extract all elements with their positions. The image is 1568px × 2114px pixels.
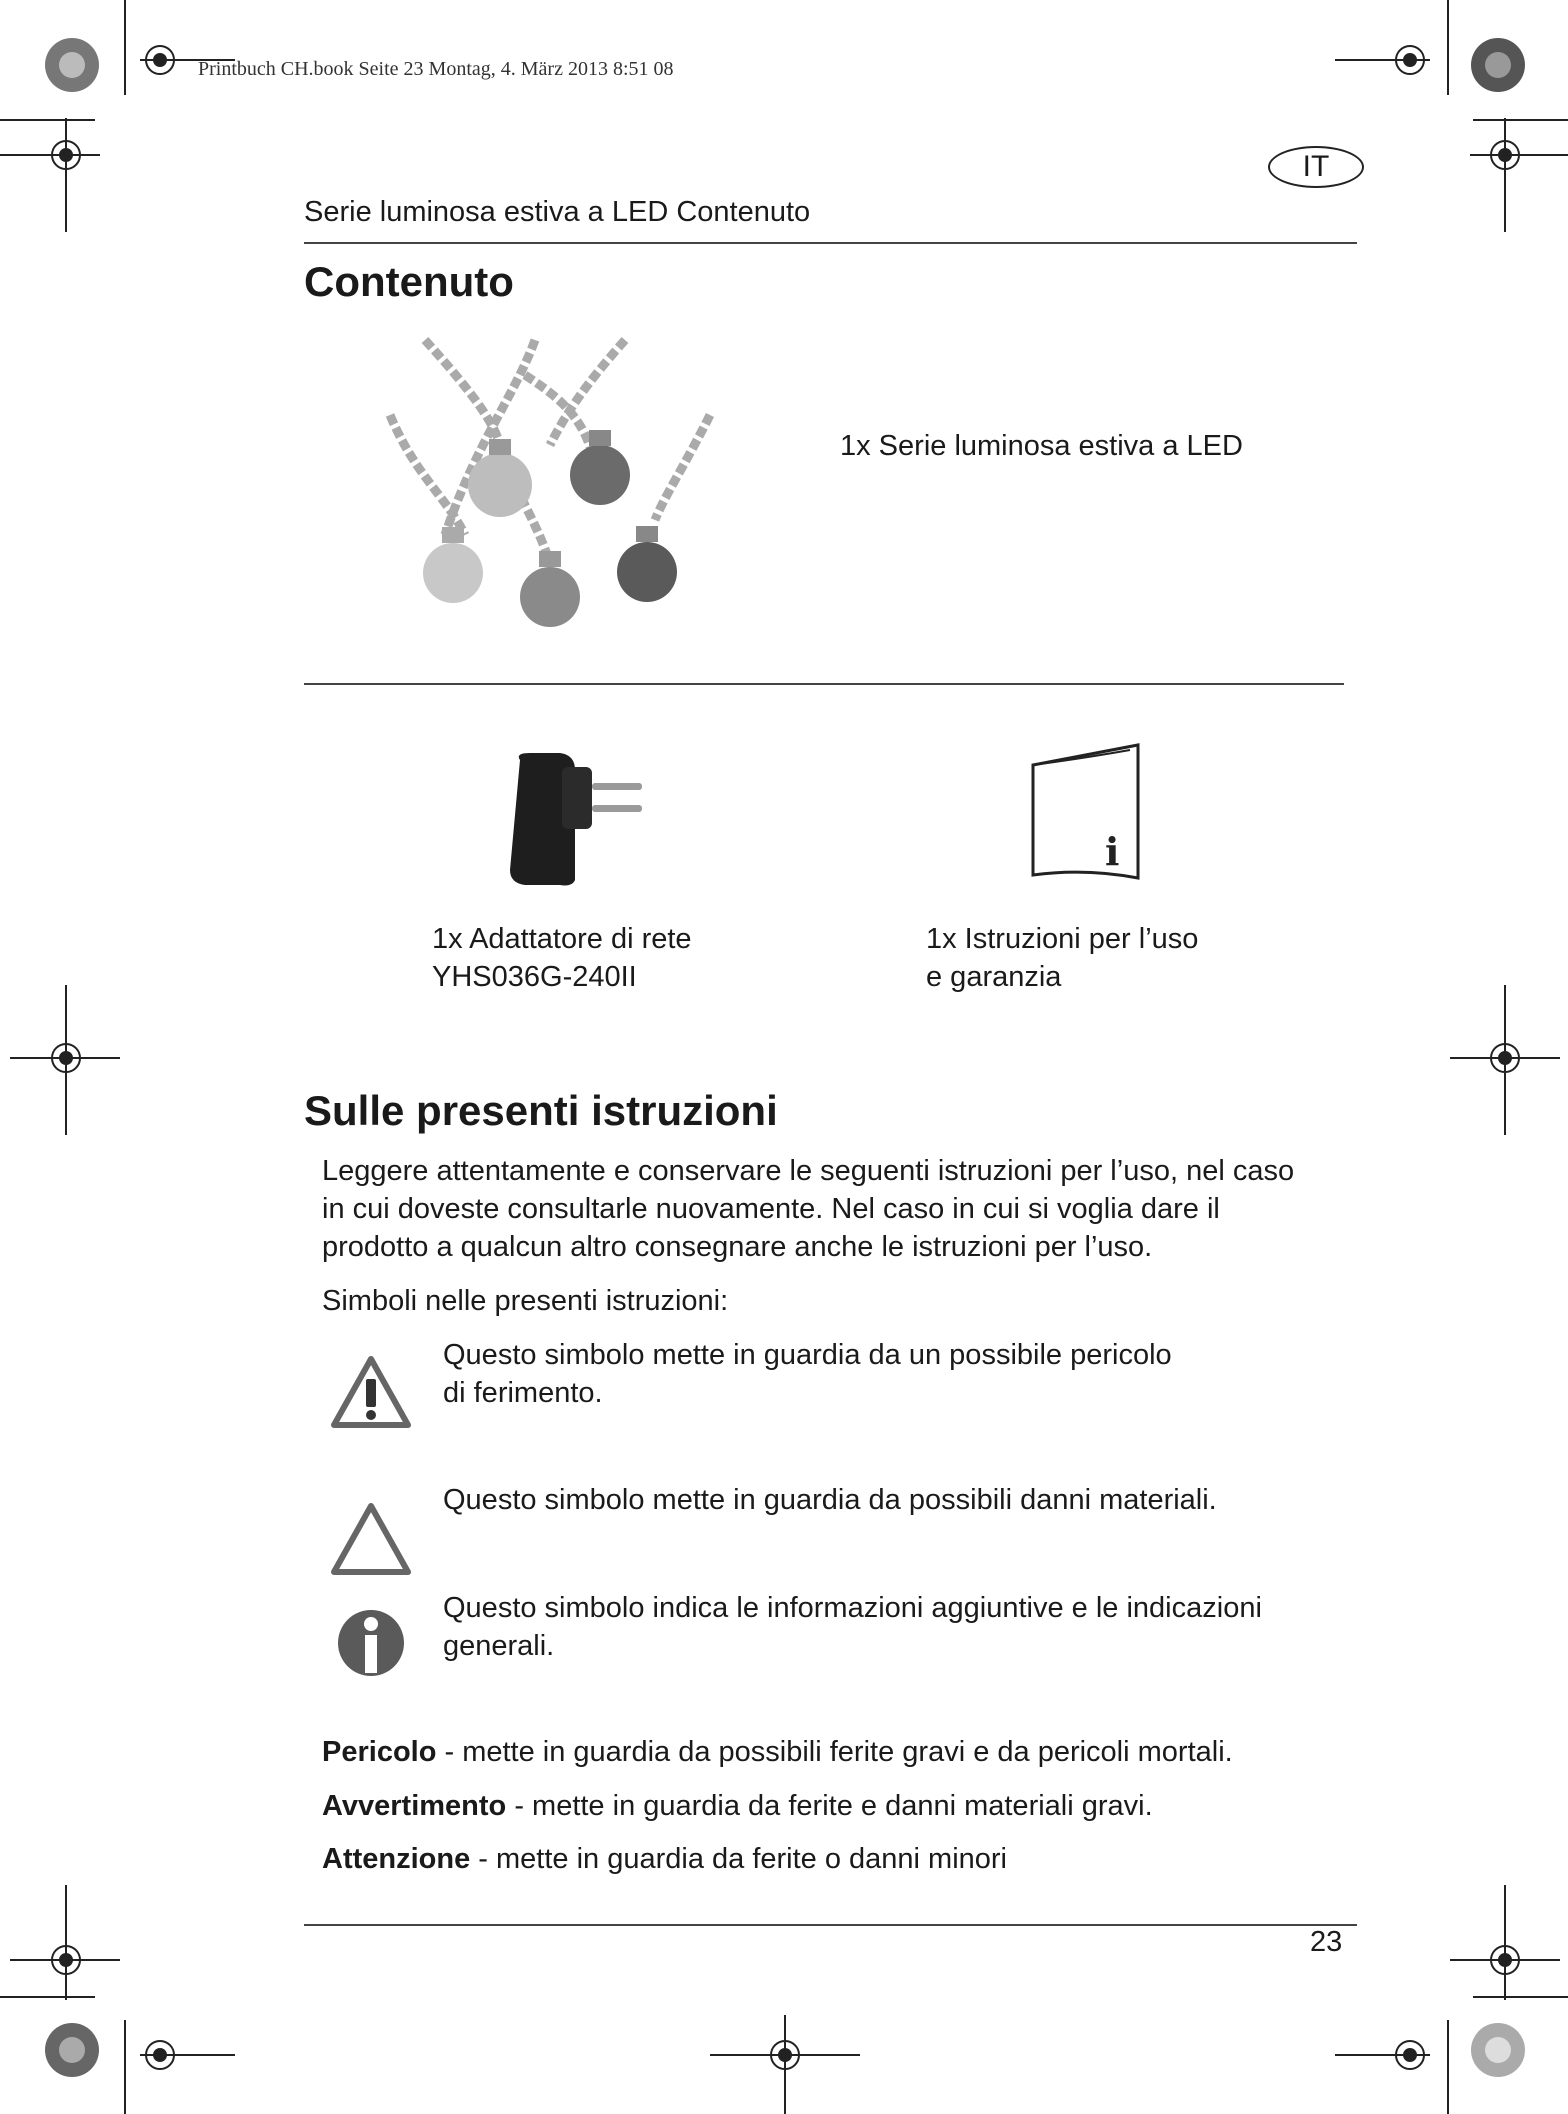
paragraph-line: in cui doveste consultarle nuovamente. Nel caso in cui si voglia dare il bbox=[322, 1193, 1220, 1225]
symbols-intro: Simboli nelle presenti istruzioni: bbox=[322, 1285, 729, 1317]
definition-text: - mette in guardia da ferite o danni minori bbox=[470, 1843, 1008, 1875]
definition-term: Avvertimento bbox=[322, 1790, 507, 1822]
symbol-info-line1: Questo simbolo indica le informazioni aggiuntive e le indicazioni bbox=[443, 1592, 1262, 1624]
definition-text: - mette in guardia da possibili ferite gravi e da pericoli mortali. bbox=[436, 1736, 1233, 1768]
svg-text:i: i bbox=[1105, 829, 1120, 874]
manual-booklet-icon bbox=[1025, 740, 1150, 885]
item-manual-caption bbox=[926, 920, 1198, 996]
symbol-info-text bbox=[443, 1589, 1262, 1665]
paragraph-line: prodotto a qualcun altro consegnare anche le istruzioni per l’uso. bbox=[322, 1231, 1153, 1263]
definition-term: Pericolo bbox=[322, 1736, 437, 1768]
symbol-injury-text bbox=[443, 1336, 1172, 1412]
language-badge: IT bbox=[1268, 146, 1364, 188]
instructions-paragraph bbox=[322, 1152, 1294, 1266]
definition-warning bbox=[322, 1790, 1153, 1823]
paragraph-line: Leggere attentamente e conservare le seguenti istruzioni per l’uso, nel caso bbox=[322, 1155, 1295, 1187]
contents-heading: Contenuto bbox=[304, 258, 514, 305]
instructions-heading: Sulle presenti istruzioni bbox=[304, 1087, 778, 1134]
symbol-injury-line1: Questo simbolo mette in guardia da un possibile pericolo bbox=[443, 1339, 1172, 1371]
definition-caution bbox=[322, 1843, 1007, 1876]
item-led-string-caption: 1x Serie luminosa estiva a LED bbox=[840, 430, 1243, 462]
definition-danger bbox=[322, 1736, 1233, 1769]
symbol-injury-line2: di ferimento. bbox=[443, 1377, 603, 1409]
header-rule bbox=[304, 242, 1357, 244]
running-header: Serie luminosa estiva a LED Contenuto bbox=[304, 196, 811, 228]
item-manual-caption-line1: 1x Istruzioni per l’uso bbox=[926, 923, 1199, 955]
symbol-info-line2: generali. bbox=[443, 1630, 555, 1662]
page-number: 23 bbox=[1310, 1926, 1343, 1958]
item-adapter-model: YHS036G-240II bbox=[432, 961, 637, 993]
print-info: Printbuch CH.book Seite 23 Montag, 4. März 2013 8:51 08 bbox=[198, 58, 674, 80]
warning-triangle-icon bbox=[330, 1502, 412, 1576]
symbol-damage-text: Questo simbolo mette in guardia da possibili danni materiali. bbox=[443, 1484, 1217, 1516]
warning-exclamation-icon bbox=[330, 1355, 412, 1429]
item-adapter-caption bbox=[432, 920, 692, 996]
power-adapter-icon bbox=[500, 745, 650, 890]
info-icon bbox=[336, 1607, 406, 1679]
item-manual-caption-line2: e garanzia bbox=[926, 961, 1062, 993]
definition-term: Attenzione bbox=[322, 1843, 471, 1875]
item-adapter-caption-line1: 1x Adattatore di rete bbox=[432, 923, 692, 955]
footer-rule bbox=[304, 1924, 1357, 1926]
definition-text: - mette in guardia da ferite e danni materiali gravi. bbox=[506, 1790, 1153, 1822]
led-string-lights-icon bbox=[385, 335, 730, 645]
contents-divider bbox=[304, 683, 1344, 685]
